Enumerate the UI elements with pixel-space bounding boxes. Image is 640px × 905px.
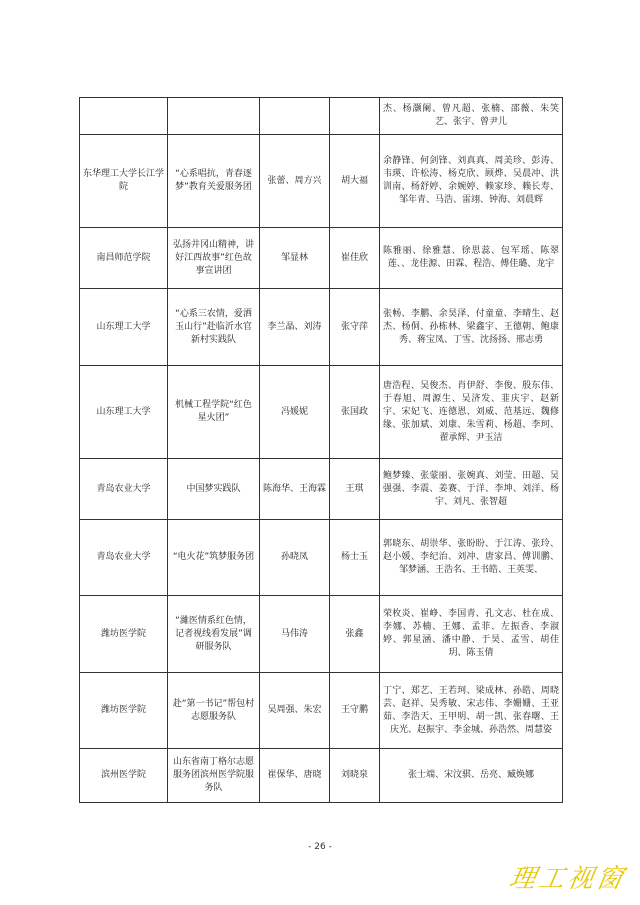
school-cell: 山东理工大学 xyxy=(80,289,168,366)
leader-cell: 崔佳欣 xyxy=(330,228,380,289)
leader-cell: 张守萍 xyxy=(330,289,380,366)
leader-cell: 刘晓泉 xyxy=(330,749,380,803)
teachers-cell: 吴周强、朱宏 xyxy=(260,673,330,749)
leader-cell: 王守鹏 xyxy=(330,673,380,749)
teachers-cell: 崔保华、唐晓 xyxy=(260,749,330,803)
members-cell: 杰、杨灏阑、曾凡超、张楠、邵薇、朱笑艺、张宇、曾尹儿 xyxy=(380,98,563,135)
page-number: - 26 - xyxy=(308,842,332,852)
teachers-cell: 孙晓凤 xyxy=(260,520,330,596)
teachers-cell: 张蕾、周方兴 xyxy=(260,135,330,228)
leader-cell: 王琪 xyxy=(330,459,380,520)
team-cell: “心系三农情，爱洒玉山行”赴临沂水官新村实践队 xyxy=(168,289,260,366)
table-row xyxy=(80,673,563,749)
leader-cell: 张鑫 xyxy=(330,596,380,673)
team-cell: 赴“第一书记”帮包村志愿服务队 xyxy=(168,673,260,749)
teachers-cell: 陈海华、王海霖 xyxy=(260,459,330,520)
table-row xyxy=(80,135,563,228)
table-row xyxy=(80,749,563,803)
table-row xyxy=(80,289,563,366)
table-row xyxy=(80,228,563,289)
table-row xyxy=(80,459,563,520)
team-cell: “电火花”筑梦服务团 xyxy=(168,520,260,596)
members-cell: 张畅、李鹏、余昊泽、付童童、李晴生、赵杰、杨侗、孙栋林、梁鑫宇、王德朝、鲍康秀、蒋宝凤、丁雪、沈扬扬、邢志勇 xyxy=(380,289,563,366)
members-cell: 丁宁、郑艺、王若珂、梁成林、孙皓、周晓芸、赵祥、吴秀敏、宋志伟、李姗姗、王亚茹、李浩天、王甲明、胡一凯、张春曙、王庆光、赵振宇、李金城、孙浩然、周慧姿 xyxy=(380,673,563,749)
teachers-cell: 邹显林 xyxy=(260,228,330,289)
team-cell: “心系唱抗，青春逐梦”教育关爱服务团 xyxy=(168,135,260,228)
team-cell: 弘扬井冈山精神，讲好江西故事”红色故事宣讲团 xyxy=(168,228,260,289)
members-cell: 荣枚炎、崔峥、李国青、孔文志、杜在成、李娜、苏楠、王娜、孟菲、左振香、李淑婷、郭星涵、潘中静、于昊、孟雪、胡佳玥、陈玉倩 xyxy=(380,596,563,673)
leader-cell: 胡大福 xyxy=(330,135,380,228)
school-cell: 潍坊医学院 xyxy=(80,596,168,673)
leader-cell: 张国政 xyxy=(330,366,380,459)
table-row xyxy=(80,596,563,673)
team-cell: 山东省南丁格尔志愿服务团滨州医学院服务队 xyxy=(168,749,260,803)
leader-cell xyxy=(330,98,380,135)
watermark-logo: 理工视窗 xyxy=(506,864,629,894)
table-row xyxy=(80,366,563,459)
table-row xyxy=(80,520,563,596)
school-cell: 滨州医学院 xyxy=(80,749,168,803)
team-cell: 中国梦实践队 xyxy=(168,459,260,520)
teachers-cell: 李兰晶、刘涛 xyxy=(260,289,330,366)
members-cell: 余静锋、何剑锋、刘真真、周美珍、彭涛、韦瑛、许松涛、杨克欣、顾烨、吴晨冲、洪训南、杨舒婷、余婉婷、赖家珍、赖长寿、邹年青、马浩、雷翊、钟海、刘晨辉 xyxy=(380,135,563,228)
school-cell: 南昌师范学院 xyxy=(80,228,168,289)
members-cell: 张士端、宋汶骐、岳亮、臧焕娜 xyxy=(380,749,563,803)
school-cell: 青岛农业大学 xyxy=(80,459,168,520)
members-cell: 郭晓东、胡崇华、张盼盼、于江涛、张玲、赵小媛、李纪治、刘冲、唐家昌、傅训鹏、邹梦涵、王浩名、王书皓、王英雯、 xyxy=(380,520,563,596)
team-cell: 机械工程学院“红色星火团” xyxy=(168,366,260,459)
members-cell: 鲍梦臻、张蒙丽、张婉真、刘莹、田超、吴强强、李震、姜赛、于洋、李坤、刘洋、杨宇、刘凡、张智超 xyxy=(380,459,563,520)
table-row xyxy=(80,98,563,135)
team-cell: “濰医情系红色情，记者视线看发展”调研服务队 xyxy=(168,596,260,673)
teachers-cell: 冯媛妮 xyxy=(260,366,330,459)
school-cell: 潍坊医学院 xyxy=(80,673,168,749)
members-cell: 陈雅丽、徐雅慧、徐思蕊、包军瑶、陈翠莲、、龙佳源、田霖、程浩、傅佳璐、龙宇 xyxy=(380,228,563,289)
teachers-cell xyxy=(260,98,330,135)
members-cell: 唐浩程、吴俊杰、肖伊舒、李俊、殷东伟、于春旭、周源生、吴济发、韮庆宇、赵新宇、宋妃飞、连德恩、刘威、范基远、魏修缘、张加斌、刘康、朱雪莉、杨超、李珂、翟承辉、尹玉洁 xyxy=(380,366,563,459)
school-cell xyxy=(80,98,168,135)
team-table xyxy=(79,97,563,803)
school-cell: 山东理工大学 xyxy=(80,366,168,459)
school-cell: 青岛农业大学 xyxy=(80,520,168,596)
table-body xyxy=(80,98,563,803)
leader-cell: 杨士玉 xyxy=(330,520,380,596)
team-cell xyxy=(168,98,260,135)
school-cell: 东华理工大学长江学院 xyxy=(80,135,168,228)
teachers-cell: 马伟涛 xyxy=(260,596,330,673)
